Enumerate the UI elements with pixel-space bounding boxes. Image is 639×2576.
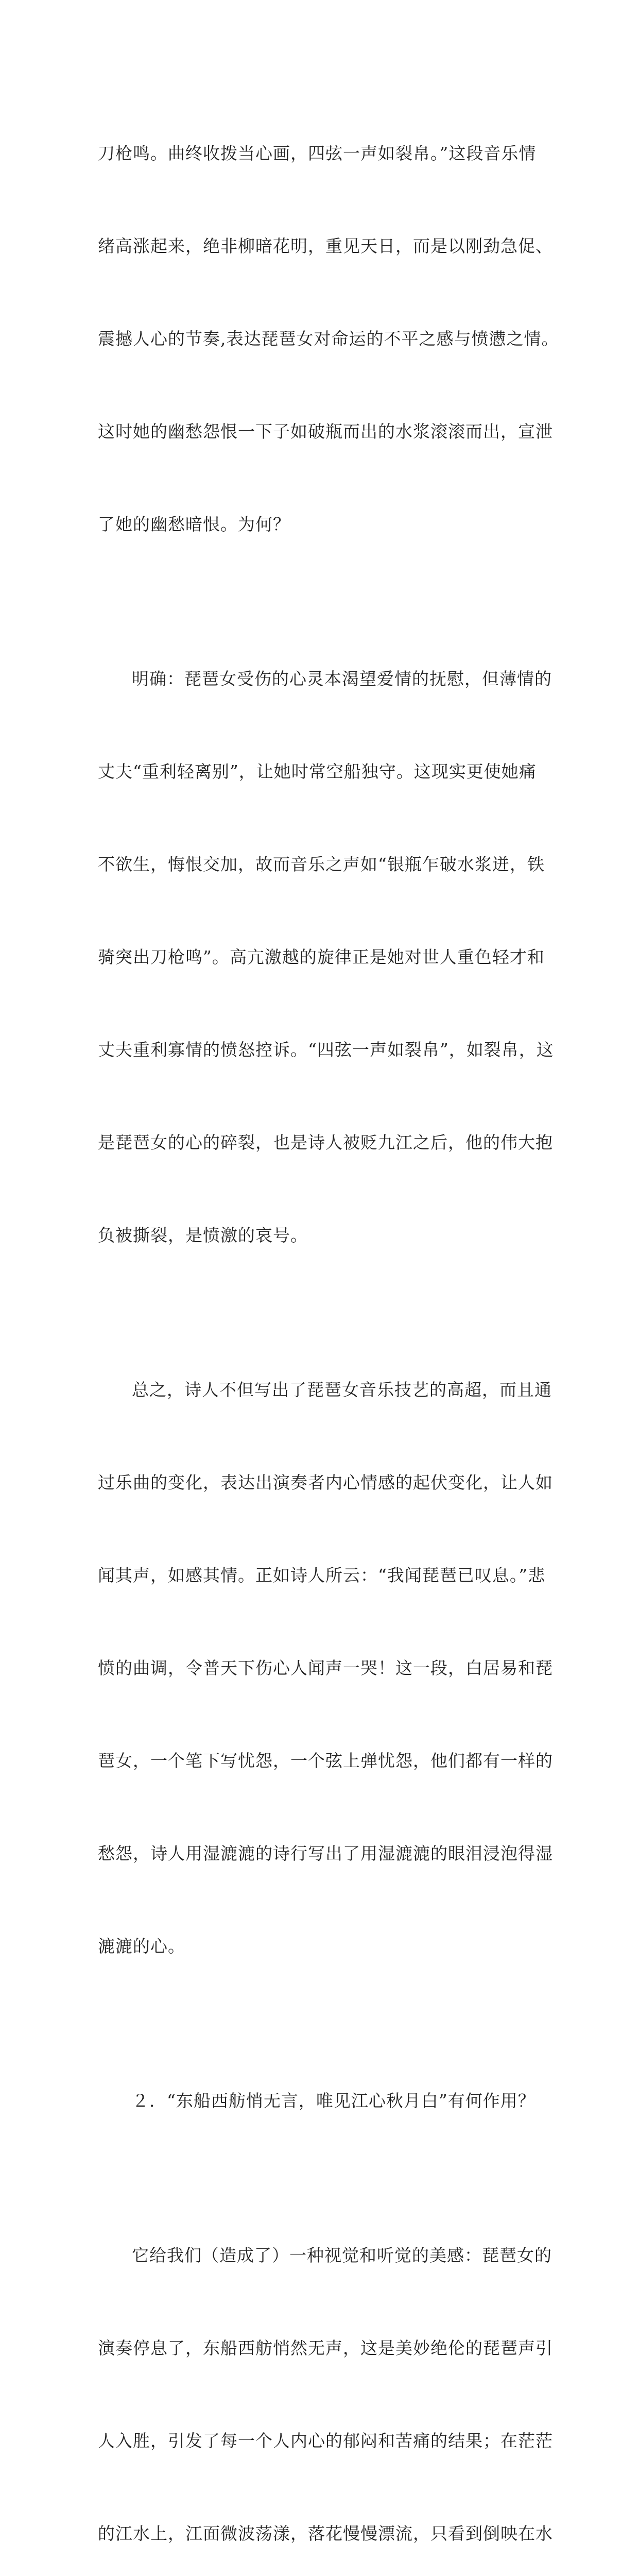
text-line: 了她的幽愁暗恨。为何？ — [98, 514, 290, 534]
text-line: 人入胜，引发了每一个人内心的郁闷和苦痛的结果；在茫茫 — [98, 2431, 553, 2451]
paragraph — [98, 2178, 561, 2576]
text-line: 刀枪鸣。曲终收拨当心画，四弦一声如裂帛。”这段音乐情 — [98, 143, 537, 163]
text-line: 漉漉的心。 — [98, 1936, 185, 1956]
text-line: 演奏停息了，东船西舫悄然无声，这是美妙绝伦的琵琶声引 — [98, 2338, 553, 2358]
text-line: 这时她的幽愁怨恨一下子如破瓶而出的水浆滚滚而出，宣泄 — [98, 421, 553, 442]
text-line: 总之，诗人不但写出了琵琶女音乐技艺的高超，而且通 — [132, 1380, 552, 1400]
text-line: 不欲生，悔恨交加，故而音乐之声如“银瓶乍破水浆迸，铁 — [98, 854, 545, 874]
question-heading: ２．“东船西舫悄无言，唯见江心秋月白”有何作用？ — [132, 2091, 536, 2111]
paragraph — [98, 1313, 561, 2024]
text-line: 丈夫“重利轻离别”，让她时常空船独守。这现实更使她痛 — [98, 761, 537, 782]
paragraph — [98, 602, 561, 1313]
text-line: 明确：琵琶女受伤的心灵本渴望爱情的抚慰，但薄情的 — [132, 669, 552, 689]
text-line: 丈夫重利寡情的愤怒控诉。“四弦一声如裂帛”，如裂帛，这 — [98, 1040, 554, 1060]
text-line: 过乐曲的变化，表达出演奏者内心情感的起伏变化，让人如 — [98, 1472, 553, 1493]
body-text — [98, 76, 561, 2576]
section-heading — [98, 2024, 561, 2178]
text-line: 是琵琶女的心的碎裂，也是诗人被贬九江之后，他的伟大抱 — [98, 1132, 553, 1153]
text-line: 愤的曲调，令普天下伤心人闻声一哭！这一段，白居易和琵 — [98, 1658, 553, 1678]
text-line: 负被撕裂，是愤激的哀号。 — [98, 1225, 308, 1245]
text-line: 琶女，一个笔下写忧怨，一个弦上弹忧怨，他们都有一样的 — [98, 1751, 553, 1771]
text-line: 它给我们（造成了）一种视觉和听觉的美感：琵琶女的 — [132, 2245, 552, 2265]
text-line: 震撼人心的节奏,表达琵琶女对命运的不平之感与愤懑之情。 — [98, 329, 559, 349]
text-line: 的江水上，江面微波荡漾，落花慢慢漂流，只看到倒映在水 — [98, 2523, 553, 2544]
text-line: 绪高涨起来，绝非柳暗花明，重见天日，而是以刚劲急促、 — [98, 236, 553, 256]
paragraph — [98, 76, 561, 602]
text-line: 愁怨，诗人用湿漉漉的诗行写出了用湿漉漉的眼泪浸泡得湿 — [98, 1843, 553, 1863]
text-line: 骑突出刀枪鸣”。高亢激越的旋律正是她对世人重色轻才和 — [98, 947, 545, 967]
text-line: 闻其声，如感其情。正如诗人所云：“我闻琵琶已叹息。”悲 — [98, 1565, 546, 1585]
